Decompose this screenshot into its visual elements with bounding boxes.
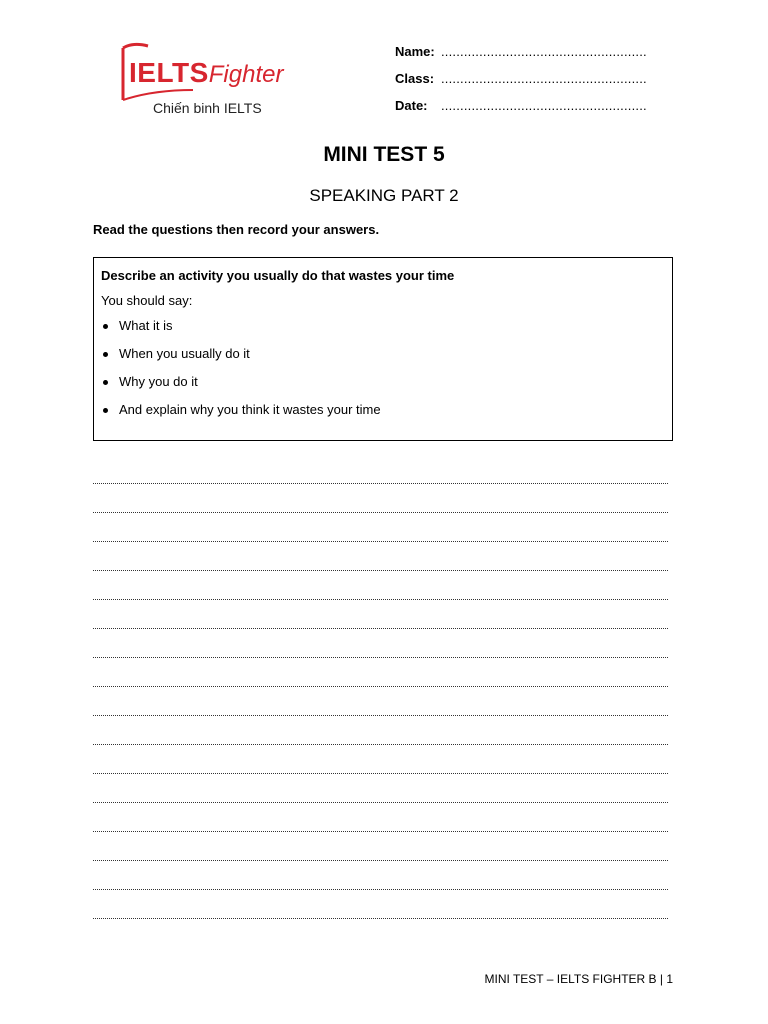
task-bullet: What it is xyxy=(101,318,665,346)
class-label: Class: xyxy=(395,71,435,86)
answer-line[interactable] xyxy=(93,803,668,832)
answer-line[interactable] xyxy=(93,832,668,861)
answer-line[interactable] xyxy=(93,513,668,542)
answer-area[interactable] xyxy=(93,472,668,919)
ielts-fighter-logo xyxy=(113,40,313,120)
page-subtitle: SPEAKING PART 2 xyxy=(309,186,459,205)
answer-line[interactable] xyxy=(93,571,668,600)
answer-line[interactable] xyxy=(93,658,668,687)
answer-line[interactable] xyxy=(93,861,668,890)
date-field[interactable] xyxy=(395,98,695,125)
task-heading: Describe an activity you usually do that wastes your time xyxy=(101,268,455,283)
name-label: Name: xyxy=(395,44,435,59)
class-field[interactable] xyxy=(395,71,695,98)
logo-tagline: Chiến binh IELTS xyxy=(153,100,262,116)
name-blank[interactable]: ...................................................... xyxy=(441,44,647,59)
date-label: Date: xyxy=(395,98,428,113)
task-bullet: Why you do it xyxy=(101,374,665,402)
answer-line[interactable] xyxy=(93,484,668,513)
answer-line[interactable] xyxy=(93,542,668,571)
answer-line[interactable] xyxy=(93,472,668,484)
logo-brand-suffix: Fighter xyxy=(208,61,284,88)
task-bullet: And explain why you think it wastes your time xyxy=(101,402,665,430)
task-bullet-list xyxy=(101,318,665,430)
logo-brand: IELTS xyxy=(129,57,209,88)
answer-line[interactable] xyxy=(93,716,668,745)
date-blank[interactable]: ...................................................... xyxy=(441,98,647,113)
class-blank[interactable]: ...................................................... xyxy=(441,71,647,86)
page-title: MINI TEST 5 xyxy=(323,143,445,166)
task-card xyxy=(93,257,673,441)
student-info-fields xyxy=(395,44,695,125)
instruction-text: Read the questions then record your answers. xyxy=(93,222,380,237)
answer-line[interactable] xyxy=(93,687,668,716)
answer-line[interactable] xyxy=(93,745,668,774)
answer-line[interactable] xyxy=(93,600,668,629)
task-bullet: When you usually do it xyxy=(101,346,665,374)
page-footer: MINI TEST – IELTS FIGHTER B | 1 xyxy=(484,972,673,986)
answer-line[interactable] xyxy=(93,774,668,803)
name-field[interactable] xyxy=(395,44,695,71)
answer-line[interactable] xyxy=(93,629,668,658)
answer-line[interactable] xyxy=(93,890,668,919)
task-intro: You should say: xyxy=(101,293,193,308)
